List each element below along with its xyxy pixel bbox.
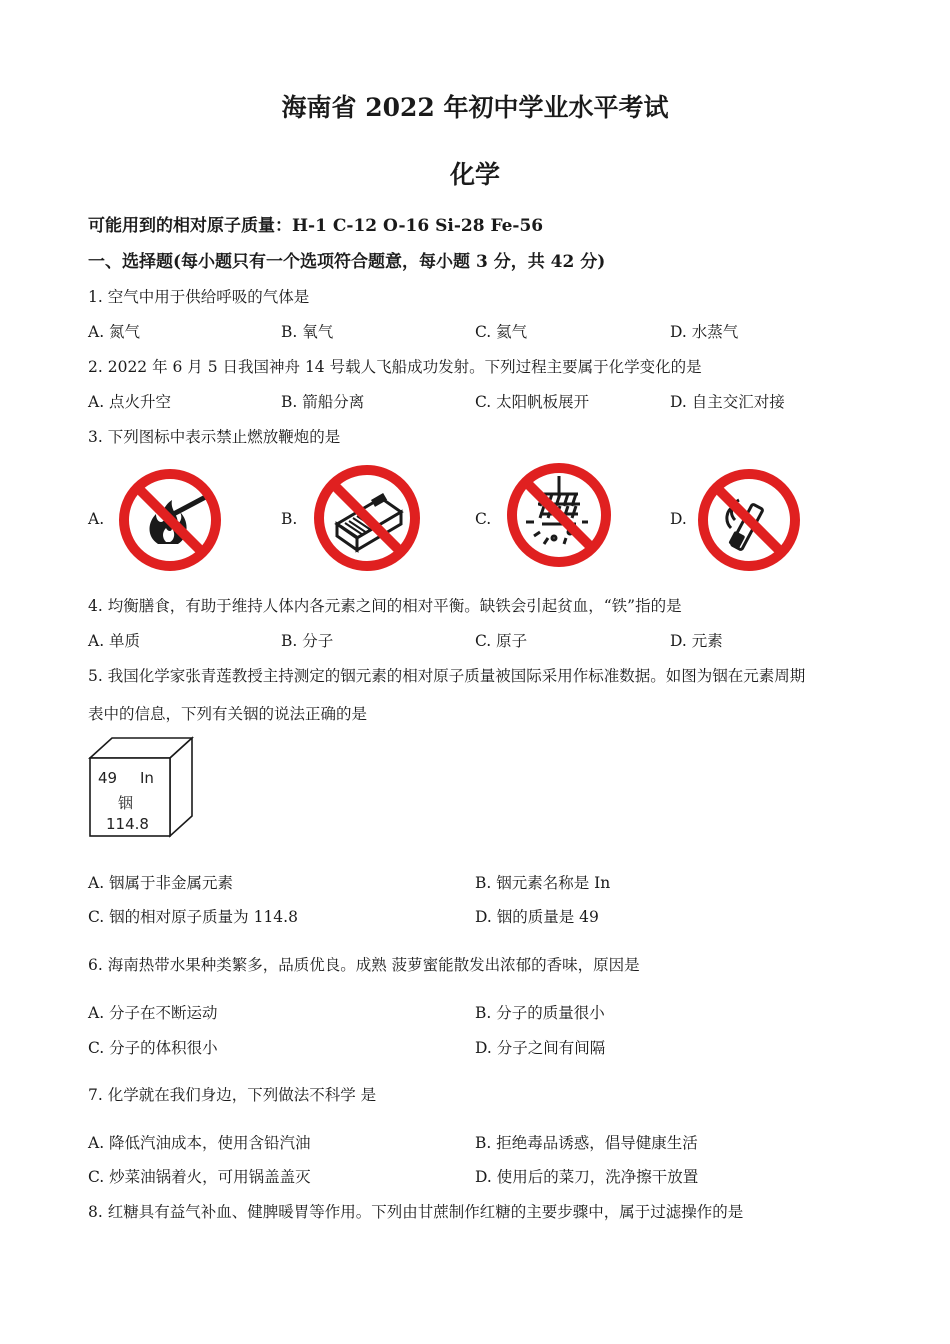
- question-stem: 6. 海南热带水果种类繁多，品质优良。成熟 菠萝蜜能散发出浓郁的香味，原因是: [88, 956, 640, 974]
- question-stem-continued: 表中的信息，下列有关铟的说法正确的是: [88, 705, 368, 723]
- option-b: B.: [281, 510, 298, 528]
- question-stem: 4. 均衡膳食，有助于维持人体内各元素之间的相对平衡。缺铁会引起贫血，“铁”指的是: [88, 597, 682, 615]
- option-d: D.: [670, 510, 687, 528]
- option-a: A. 单质: [88, 632, 141, 650]
- option-a: A. 氮气: [88, 323, 141, 341]
- option-d: D. 元素: [670, 632, 723, 650]
- option-a: A. 降低汽油成本，使用含铅汽油: [88, 1134, 311, 1152]
- option-b: B. 铟元素名称是 In: [475, 874, 611, 892]
- no-matches-icon: [311, 462, 423, 574]
- option-c: C. 分子的体积很小: [88, 1039, 218, 1057]
- option-d: D. 水蒸气: [670, 323, 739, 341]
- option-d: D. 分子之间有间隔: [475, 1039, 606, 1057]
- option-b: B. 拒绝毒品诱惑，倡导健康生活: [475, 1134, 698, 1152]
- exam-title: 海南省 2022 年初中学业水平考试: [281, 93, 669, 122]
- option-d: D. 使用后的菜刀，洗净擦干放置: [475, 1168, 699, 1186]
- option-c: C. 原子: [475, 632, 528, 650]
- no-smoking-icon: [695, 466, 803, 574]
- option-a: A. 分子在不断运动: [88, 1004, 218, 1022]
- option-c: C.: [475, 510, 492, 528]
- option-b: B. 分子: [281, 632, 334, 650]
- atomic-mass-line: 可能用到的相对原子质量：H-1 C-12 O-16 Si-28 Fe-56: [88, 216, 544, 236]
- atomic-number: 49: [98, 769, 118, 787]
- no-firecrackers-icon: [504, 460, 614, 570]
- option-c: C. 太阳帆板展开: [475, 393, 590, 411]
- section-heading: 一、选择题(每小题只有一个选项符合题意，每小题 3 分，共 42 分): [88, 252, 606, 272]
- option-b: B. 箭船分离: [281, 393, 365, 411]
- option-a: A. 点火升空: [88, 393, 172, 411]
- option-d: D. 自主交汇对接: [670, 393, 785, 411]
- option-a: A.: [88, 510, 105, 528]
- option-a: A. 铟属于非金属元素: [88, 874, 234, 892]
- question-stem: 7. 化学就在我们身边，下列做法不科学 是: [88, 1086, 377, 1104]
- question-stem: 5. 我国化学家张青莲教授主持测定的铟元素的相对原子质量被国际采用作标准数据。如图为铟在元素周期: [88, 667, 806, 685]
- element-symbol: In: [140, 769, 154, 787]
- element-name: 铟: [118, 794, 134, 812]
- option-c: C. 氦气: [475, 323, 528, 341]
- option-c: C. 铟的相对原子质量为 114.8: [88, 908, 298, 926]
- question-stem: 2. 2022 年 6 月 5 日我国神舟 14 号载人飞船成功发射。下列过程主要属于化学变化的是: [88, 358, 702, 376]
- atomic-mass: 114.8: [106, 815, 149, 833]
- option-b: B. 氧气: [281, 323, 334, 341]
- question-stem: 3. 下列图标中表示禁止燃放鞭炮的是: [88, 428, 341, 446]
- element-card: [88, 736, 194, 840]
- option-c: C. 炒菜油锅着火，可用锅盖盖灭: [88, 1168, 311, 1186]
- no-fire-icon: [116, 466, 224, 574]
- subject-title: 化学: [449, 160, 500, 189]
- question-stem: 1. 空气中用于供给呼吸的气体是: [88, 288, 310, 306]
- option-d: D. 铟的质量是 49: [475, 908, 599, 926]
- option-b: B. 分子的质量很小: [475, 1004, 605, 1022]
- question-stem: 8. 红糖具有益气补血、健脾暖胃等作用。下列由甘蔗制作红糖的主要步骤中，属于过滤操作的是: [88, 1203, 744, 1221]
